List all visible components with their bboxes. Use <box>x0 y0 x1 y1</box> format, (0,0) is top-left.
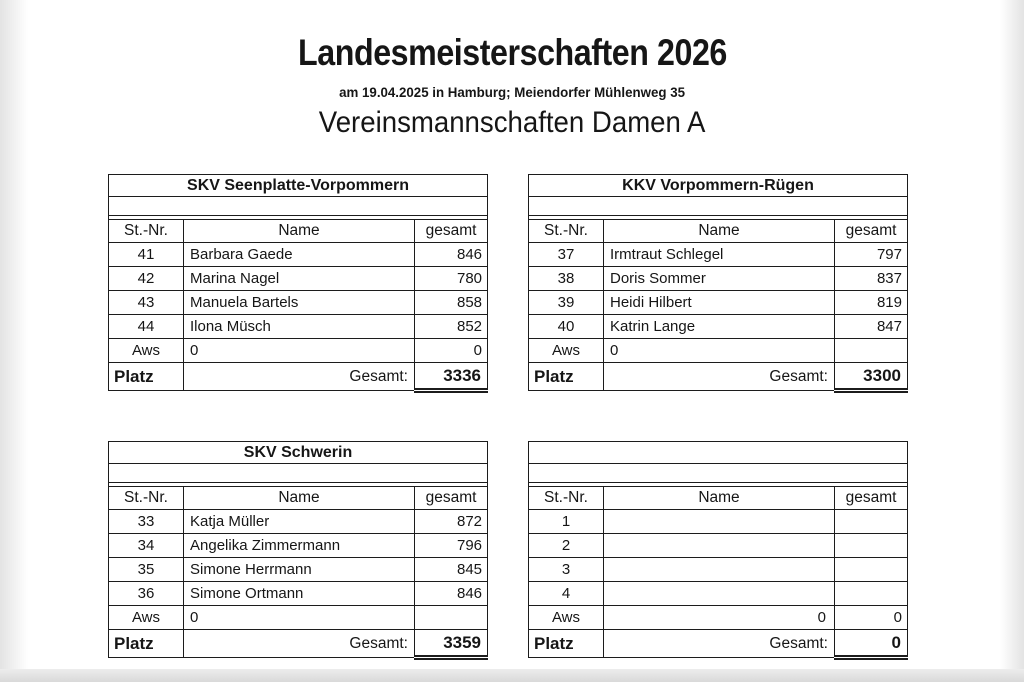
gesamt-label: Gesamt: <box>604 630 835 658</box>
player-name: Katja Müller <box>184 510 415 534</box>
total-row <box>529 363 908 391</box>
section-title-text: Vereinsmannschaften Damen A <box>318 106 706 139</box>
player-score <box>835 534 908 558</box>
player-row <box>529 510 908 534</box>
aws-score <box>835 339 908 363</box>
platz-label: Platz <box>109 630 184 658</box>
aws-label: Aws <box>109 606 184 630</box>
aws-score: 0 <box>415 339 488 363</box>
blank-row <box>529 197 908 216</box>
page-edge-shadow-left <box>0 0 28 682</box>
player-number: 40 <box>529 315 604 339</box>
event-date-location-text: am 19.04.2025 in Hamburg; Meiendorfer Mühlenweg 35 <box>339 84 685 100</box>
column-header-gesamt: gesamt <box>835 220 908 243</box>
player-number: 38 <box>529 267 604 291</box>
club-name: SKV Schwerin <box>109 442 488 464</box>
player-name: Heidi Hilbert <box>604 291 835 315</box>
player-number: 3 <box>529 558 604 582</box>
column-header-stnr: St.-Nr. <box>109 487 184 510</box>
player-row <box>109 315 488 339</box>
column-header-stnr: St.-Nr. <box>109 220 184 243</box>
player-row <box>109 510 488 534</box>
total-row <box>529 630 908 658</box>
player-name: Ilona Müsch <box>184 315 415 339</box>
gesamt-label: Gesamt: <box>184 363 415 391</box>
player-name: Simone Ortmann <box>184 582 415 606</box>
player-number: 1 <box>529 510 604 534</box>
player-name: Marina Nagel <box>184 267 415 291</box>
player-row <box>529 582 908 606</box>
total-score: 3359 <box>415 630 488 658</box>
column-header-row <box>109 487 488 510</box>
column-header-row <box>529 220 908 243</box>
blank-row <box>109 464 488 483</box>
blank-cell <box>529 197 908 216</box>
player-score <box>835 510 908 534</box>
player-number: 37 <box>529 243 604 267</box>
page-edge-shadow-right <box>1000 0 1024 682</box>
blank-cell <box>109 197 488 216</box>
column-header-row <box>529 487 908 510</box>
player-row <box>529 243 908 267</box>
player-number: 41 <box>109 243 184 267</box>
player-row <box>529 267 908 291</box>
blank-row <box>529 464 908 483</box>
player-row <box>109 582 488 606</box>
player-name <box>604 558 835 582</box>
player-name: Katrin Lange <box>604 315 835 339</box>
player-number: 42 <box>109 267 184 291</box>
page-title <box>0 32 1024 74</box>
player-row <box>529 534 908 558</box>
aws-score: 0 <box>835 606 908 630</box>
column-header-stnr: St.-Nr. <box>529 220 604 243</box>
event-date-location <box>0 84 1024 100</box>
player-number: 43 <box>109 291 184 315</box>
blank-cell <box>529 464 908 483</box>
player-row <box>109 534 488 558</box>
column-header-name: Name <box>184 487 415 510</box>
player-number: 34 <box>109 534 184 558</box>
column-header-name: Name <box>604 487 835 510</box>
aws-row <box>109 606 488 630</box>
club-header-row <box>109 175 488 197</box>
gesamt-label: Gesamt: <box>604 363 835 391</box>
aws-label: Aws <box>529 339 604 363</box>
player-name: Doris Sommer <box>604 267 835 291</box>
player-number: 2 <box>529 534 604 558</box>
player-row <box>529 291 908 315</box>
player-name: Manuela Bartels <box>184 291 415 315</box>
aws-label: Aws <box>529 606 604 630</box>
total-row <box>109 630 488 658</box>
player-row <box>109 558 488 582</box>
player-name: Angelika Zimmermann <box>184 534 415 558</box>
aws-value: 0 <box>604 606 835 630</box>
player-number: 36 <box>109 582 184 606</box>
player-number: 39 <box>529 291 604 315</box>
aws-label: Aws <box>109 339 184 363</box>
club-name: KKV Vorpommern-Rügen <box>529 175 908 197</box>
player-score: 837 <box>835 267 908 291</box>
player-name: Irmtraut Schlegel <box>604 243 835 267</box>
result-table-kkv-vorpommern-ruegen <box>528 174 908 393</box>
total-score: 3300 <box>835 363 908 391</box>
player-score: 796 <box>415 534 488 558</box>
player-score: 858 <box>415 291 488 315</box>
column-header-gesamt: gesamt <box>835 487 908 510</box>
club-header-row <box>109 442 488 464</box>
result-table-skv-schwerin <box>108 441 488 660</box>
total-score: 0 <box>835 630 908 658</box>
club-name: SKV Seenplatte-Vorpommern <box>109 175 488 197</box>
player-score: 797 <box>835 243 908 267</box>
page-title-text: Landesmeisterschaften 2026 <box>297 32 727 73</box>
player-score: 872 <box>415 510 488 534</box>
player-score <box>835 558 908 582</box>
aws-row <box>529 339 908 363</box>
player-name: Barbara Gaede <box>184 243 415 267</box>
result-table-skv-seenplatte-vorpommern <box>108 174 488 393</box>
player-score: 847 <box>835 315 908 339</box>
player-score <box>835 582 908 606</box>
aws-row <box>529 606 908 630</box>
column-header-name: Name <box>184 220 415 243</box>
aws-row <box>109 339 488 363</box>
aws-value: 0 <box>184 606 415 630</box>
platz-label: Platz <box>529 363 604 391</box>
player-score: 845 <box>415 558 488 582</box>
player-row <box>109 267 488 291</box>
player-score: 846 <box>415 243 488 267</box>
player-number: 4 <box>529 582 604 606</box>
player-row <box>109 243 488 267</box>
player-name: Simone Herrmann <box>184 558 415 582</box>
club-header-row <box>529 442 908 464</box>
column-header-name: Name <box>604 220 835 243</box>
player-name <box>604 510 835 534</box>
player-score: 780 <box>415 267 488 291</box>
page-edge-shadow-bottom <box>0 669 1024 682</box>
column-header-stnr: St.-Nr. <box>529 487 604 510</box>
result-table-empty <box>528 441 908 660</box>
gesamt-label: Gesamt: <box>184 630 415 658</box>
aws-value: 0 <box>184 339 415 363</box>
player-score: 819 <box>835 291 908 315</box>
section-title <box>0 106 1024 140</box>
column-header-gesamt: gesamt <box>415 220 488 243</box>
player-number: 33 <box>109 510 184 534</box>
column-header-gesamt: gesamt <box>415 487 488 510</box>
player-name <box>604 582 835 606</box>
column-header-row <box>109 220 488 243</box>
player-name <box>604 534 835 558</box>
player-score: 852 <box>415 315 488 339</box>
player-score: 846 <box>415 582 488 606</box>
platz-label: Platz <box>109 363 184 391</box>
player-row <box>529 558 908 582</box>
blank-cell <box>109 464 488 483</box>
total-row <box>109 363 488 391</box>
aws-value: 0 <box>604 339 835 363</box>
player-row <box>109 291 488 315</box>
aws-score <box>415 606 488 630</box>
player-number: 35 <box>109 558 184 582</box>
club-header-row <box>529 175 908 197</box>
total-score: 3336 <box>415 363 488 391</box>
blank-row <box>109 197 488 216</box>
player-number: 44 <box>109 315 184 339</box>
player-row <box>529 315 908 339</box>
club-name <box>529 442 908 464</box>
platz-label: Platz <box>529 630 604 658</box>
